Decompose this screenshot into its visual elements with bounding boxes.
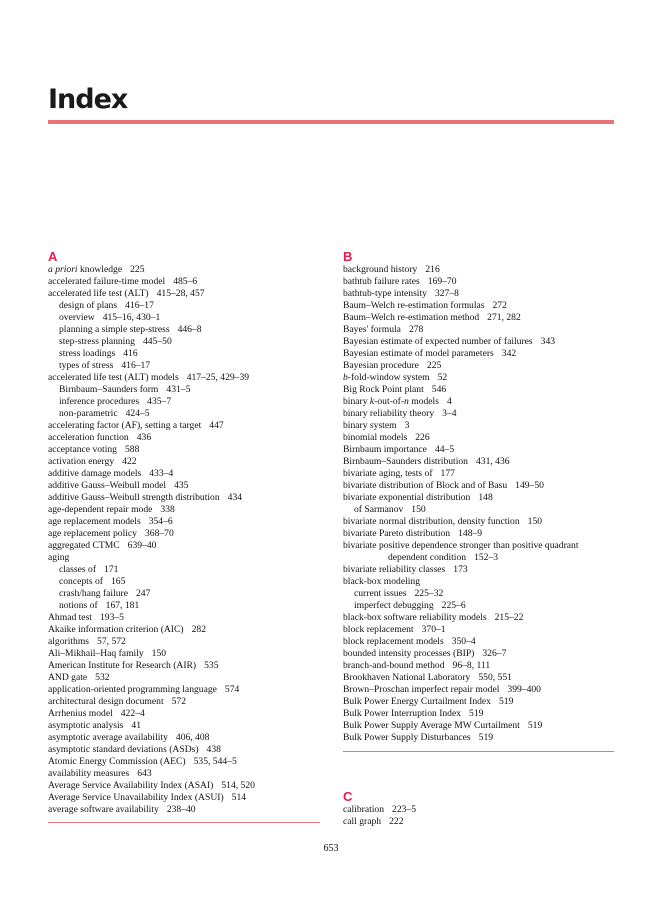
entry-term: Bulk Power Interruption Index bbox=[343, 708, 462, 719]
section-rule-a bbox=[48, 822, 320, 823]
index-entry bbox=[48, 672, 320, 684]
entry-term: types of stress bbox=[59, 360, 114, 371]
entry-pages: 447 bbox=[209, 420, 224, 431]
entry-pages: 370–1 bbox=[421, 624, 446, 635]
index-entry bbox=[343, 348, 614, 360]
index-entry bbox=[343, 528, 614, 540]
entry-pages: 639–40 bbox=[127, 540, 157, 551]
entry-term: bivariate distribution of Block and of Basu bbox=[343, 480, 508, 491]
entry-term: Ali–Mikhail–Haq family bbox=[48, 648, 144, 659]
entry-pages: 519 bbox=[478, 732, 494, 743]
entry-pages: 514, 520 bbox=[221, 780, 255, 791]
index-entry bbox=[343, 552, 614, 564]
index-section-a bbox=[48, 250, 320, 816]
index-entry bbox=[48, 384, 320, 396]
index-entry bbox=[48, 612, 320, 624]
entry-term: bivariate exponential distribution bbox=[343, 492, 471, 503]
entry-pages: 445–50 bbox=[142, 336, 172, 347]
entry-term: Baum–Welch re-estimation formulas bbox=[343, 300, 485, 311]
entry-term: Bayesian procedure bbox=[343, 360, 419, 371]
index-entry bbox=[48, 528, 320, 540]
index-entry bbox=[48, 324, 320, 336]
entry-term: accelerated life test (ALT) bbox=[48, 288, 149, 299]
entry-term: dependent condition bbox=[388, 552, 467, 563]
index-entry bbox=[48, 780, 320, 792]
entry-term: Brookhaven National Laboratory bbox=[343, 672, 471, 683]
entry-term: block replacement models bbox=[343, 636, 444, 647]
entry-pages: 406, 408 bbox=[175, 732, 210, 743]
index-entry bbox=[343, 396, 614, 408]
entry-term: Birnbaum importance bbox=[343, 444, 427, 455]
index-entry bbox=[343, 384, 614, 396]
index-entry bbox=[343, 360, 614, 372]
entry-pages: 167, 181 bbox=[105, 600, 140, 611]
entry-term: crash/hang failure bbox=[59, 588, 128, 599]
entry-term: black-box modeling bbox=[343, 576, 420, 587]
entry-term: bivariate reliability classes bbox=[343, 564, 446, 575]
entry-pages: 416 bbox=[123, 348, 138, 359]
index-entry bbox=[343, 612, 614, 624]
entry-pages: 169–70 bbox=[427, 276, 457, 287]
entry-pages: 433–4 bbox=[149, 468, 174, 479]
index-entry bbox=[48, 336, 320, 348]
index-entry bbox=[48, 768, 320, 780]
index-entry bbox=[48, 624, 320, 636]
entry-pages: 173 bbox=[453, 564, 468, 575]
entry-pages: 643 bbox=[137, 768, 152, 779]
section-letter-b: B bbox=[343, 249, 353, 264]
entry-pages: 519 bbox=[469, 708, 484, 719]
index-entry bbox=[48, 468, 320, 480]
entry-term: age replacement models bbox=[48, 516, 141, 527]
entry-pages: 546 bbox=[431, 384, 447, 395]
index-entry bbox=[343, 816, 614, 828]
entry-term: Bayesian estimate of model parameters bbox=[343, 348, 494, 359]
index-section-b bbox=[343, 250, 614, 744]
entry-pages: 272 bbox=[492, 300, 507, 311]
entry-pages: 327–8 bbox=[434, 288, 459, 299]
entry-term: of Sarmanov bbox=[354, 504, 404, 515]
entry-term: branch-and-bound method bbox=[343, 660, 445, 671]
entry-term: k bbox=[369, 396, 375, 407]
entry-pages: 278 bbox=[408, 324, 424, 335]
entry-pages: 149–50 bbox=[515, 480, 544, 491]
index-entry bbox=[48, 276, 320, 288]
entry-term: call graph bbox=[343, 816, 382, 827]
entry-term: binary reliability theory bbox=[343, 408, 435, 419]
index-entry bbox=[343, 684, 614, 696]
entry-term: -out-of- bbox=[374, 396, 405, 407]
index-list-c bbox=[343, 804, 614, 828]
entry-pages: 226 bbox=[415, 432, 430, 443]
entry-term: Ahmad test bbox=[48, 612, 92, 623]
index-entry bbox=[48, 420, 320, 432]
entry-term: classes of bbox=[59, 564, 97, 575]
index-entry bbox=[343, 624, 614, 636]
index-entry bbox=[343, 672, 614, 684]
index-entry bbox=[48, 708, 320, 720]
index-entry bbox=[343, 720, 614, 732]
section-letter-a: A bbox=[48, 249, 58, 264]
entry-pages: 57, 572 bbox=[97, 636, 126, 647]
entry-term: b bbox=[343, 372, 348, 383]
entry-term: Brown–Proschan imperfect repair model bbox=[343, 684, 500, 695]
entry-pages: 271, 282 bbox=[487, 312, 521, 323]
index-entry bbox=[48, 396, 320, 408]
entry-term: aggregated CTMC bbox=[48, 540, 120, 551]
entry-term: step-stress planning bbox=[59, 336, 135, 347]
entry-term: bathtub-type intensity bbox=[343, 288, 427, 299]
index-entry bbox=[343, 564, 614, 576]
index-entry bbox=[343, 648, 614, 660]
entry-pages: 532 bbox=[95, 672, 110, 683]
index-entry bbox=[48, 720, 320, 732]
entry-term: concepts of bbox=[59, 576, 103, 587]
index-entry bbox=[343, 504, 614, 516]
index-entry bbox=[343, 456, 614, 468]
entry-pages: 4 bbox=[446, 396, 452, 407]
index-entry bbox=[48, 516, 320, 528]
index-entry bbox=[343, 576, 614, 588]
entry-pages: 225–6 bbox=[441, 600, 466, 611]
entry-pages: 399–400 bbox=[507, 684, 541, 695]
entry-pages: 350–4 bbox=[451, 636, 476, 647]
entry-term: average software availability bbox=[48, 804, 159, 815]
entry-term: overview bbox=[59, 312, 95, 323]
index-entry bbox=[343, 660, 614, 672]
entry-term: Average Service Availability Index (ASAI) bbox=[48, 780, 214, 791]
entry-pages: 150 bbox=[411, 504, 426, 515]
entry-pages: 417–25, 429–39 bbox=[186, 372, 250, 383]
entry-pages: 165 bbox=[110, 576, 126, 587]
entry-pages: 171 bbox=[104, 564, 119, 575]
entry-pages: 148 bbox=[478, 492, 493, 503]
index-list-b bbox=[343, 264, 614, 744]
entry-term: Atomic Energy Commission (AEC) bbox=[48, 756, 186, 767]
index-entry bbox=[48, 408, 320, 420]
index-entry bbox=[48, 696, 320, 708]
entry-pages: 338 bbox=[160, 504, 175, 515]
index-entry bbox=[343, 804, 614, 816]
index-entry bbox=[343, 492, 614, 504]
index-entry bbox=[343, 276, 614, 288]
entry-pages: 238–40 bbox=[166, 804, 196, 815]
entry-pages: 435 bbox=[174, 480, 189, 491]
entry-term: calibration bbox=[343, 804, 385, 815]
entry-pages: 150 bbox=[527, 516, 543, 527]
entry-pages: 368–70 bbox=[144, 528, 174, 539]
entry-term: design of plans bbox=[59, 300, 118, 311]
index-entry bbox=[343, 408, 614, 420]
index-entry bbox=[48, 732, 320, 744]
index-entry bbox=[343, 324, 614, 336]
index-entry bbox=[48, 264, 320, 276]
page-title: Index bbox=[48, 84, 128, 115]
entry-term: accelerating factor (AF), setting a target bbox=[48, 420, 202, 431]
index-entry bbox=[48, 492, 320, 504]
entry-term: additive damage models bbox=[48, 468, 142, 479]
entry-term: age-dependent repair mode bbox=[48, 504, 153, 515]
entry-pages: 222 bbox=[389, 816, 404, 827]
entry-pages: 572 bbox=[171, 696, 187, 707]
entry-pages: 326–7 bbox=[482, 648, 507, 659]
entry-term: Bulk Power Supply Average MW Curtailment bbox=[343, 720, 520, 731]
entry-term: Arrhenius model bbox=[48, 708, 113, 719]
index-entry bbox=[48, 444, 320, 456]
entry-term: binomial models bbox=[343, 432, 408, 443]
entry-term: Akaike information criterion (AIC) bbox=[48, 624, 184, 635]
entry-pages: 3–4 bbox=[442, 408, 457, 419]
entry-term: American Institute for Research (AIR) bbox=[48, 660, 197, 671]
index-entry bbox=[343, 600, 614, 612]
entry-term: Baum–Welch re-estimation method bbox=[343, 312, 480, 323]
entry-term: non-parametric bbox=[59, 408, 118, 419]
entry-term: accelerated life test (ALT) models bbox=[48, 372, 179, 383]
index-entry bbox=[48, 432, 320, 444]
entry-term: accelerated failure-time model bbox=[48, 276, 166, 287]
entry-term: bivariate normal distribution, density function bbox=[343, 516, 520, 527]
entry-term: asymptotic standard deviations (ASDs) bbox=[48, 744, 199, 755]
entry-pages: 247 bbox=[136, 588, 151, 599]
entry-term: acceptance voting bbox=[48, 444, 117, 455]
entry-pages: 435–7 bbox=[147, 396, 172, 407]
entry-pages: 588 bbox=[124, 444, 140, 455]
index-entry bbox=[48, 804, 320, 816]
entry-pages: 434 bbox=[227, 492, 243, 503]
entry-term: stress loadings bbox=[59, 348, 116, 359]
entry-term: imperfect debugging bbox=[354, 600, 434, 611]
entry-pages: 343 bbox=[540, 336, 556, 347]
index-entry bbox=[343, 264, 614, 276]
entry-pages: 415–28, 457 bbox=[156, 288, 205, 299]
index-entry bbox=[48, 684, 320, 696]
index-entry bbox=[343, 432, 614, 444]
entry-term: additive Gauss–Weibull model bbox=[48, 480, 167, 491]
index-entry bbox=[48, 576, 320, 588]
entry-term: Bayes' formula bbox=[343, 324, 401, 335]
index-entry bbox=[48, 660, 320, 672]
entry-pages: 438 bbox=[206, 744, 221, 755]
entry-term: bathtub failure rates bbox=[343, 276, 420, 287]
entry-pages: 216 bbox=[425, 264, 440, 275]
index-entry bbox=[48, 348, 320, 360]
entry-term: Birnbaum–Saunders form bbox=[59, 384, 159, 395]
entry-pages: 535, 544–5 bbox=[193, 756, 237, 767]
entry-pages: 41 bbox=[131, 720, 141, 731]
index-entry bbox=[343, 516, 614, 528]
entry-pages: 193–5 bbox=[99, 612, 124, 623]
entry-pages: 225–32 bbox=[414, 588, 444, 599]
section-rule-b bbox=[343, 751, 614, 752]
entry-term: binary bbox=[343, 396, 370, 407]
index-entry bbox=[343, 444, 614, 456]
index-list-a bbox=[48, 264, 320, 816]
entry-pages: 550, 551 bbox=[478, 672, 512, 683]
entry-term: -fold-window system bbox=[347, 372, 430, 383]
entry-term: additive Gauss–Weibull strength distribution bbox=[48, 492, 220, 503]
entry-pages: 431–5 bbox=[166, 384, 191, 395]
entry-term: Bulk Power Supply Disturbances bbox=[343, 732, 471, 743]
title-rule bbox=[48, 120, 614, 124]
entry-term: n bbox=[404, 396, 409, 407]
entry-pages: 422–4 bbox=[120, 708, 145, 719]
entry-pages: 225 bbox=[426, 360, 442, 371]
index-entry bbox=[343, 588, 614, 600]
entry-term: binary system bbox=[343, 420, 397, 431]
index-entry bbox=[343, 696, 614, 708]
entry-term: AND gate bbox=[48, 672, 88, 683]
index-entry bbox=[343, 372, 614, 384]
entry-term: availability measures bbox=[48, 768, 130, 779]
entry-term: a priori bbox=[48, 264, 78, 275]
entry-term: background history bbox=[343, 264, 418, 275]
index-entry bbox=[343, 636, 614, 648]
index-entry bbox=[48, 300, 320, 312]
entry-term: bivariate Pareto distribution bbox=[343, 528, 451, 539]
index-entry bbox=[343, 732, 614, 744]
entry-term: planning a simple step-stress bbox=[59, 324, 170, 335]
entry-term: current issues bbox=[354, 588, 407, 599]
entry-pages: 519 bbox=[527, 720, 543, 731]
index-entry bbox=[343, 480, 614, 492]
index-entry bbox=[343, 468, 614, 480]
index-entry bbox=[48, 756, 320, 768]
entry-pages: 177 bbox=[440, 468, 455, 479]
entry-pages: 44–5 bbox=[434, 444, 455, 455]
entry-pages: 416–17 bbox=[125, 300, 154, 311]
entry-pages: 424–5 bbox=[125, 408, 150, 419]
index-entry bbox=[343, 708, 614, 720]
entry-term: architectural design document bbox=[48, 696, 164, 707]
index-entry bbox=[343, 540, 614, 552]
index-entry bbox=[48, 360, 320, 372]
entry-term: Big Rock Point plant bbox=[343, 384, 424, 395]
index-entry bbox=[343, 420, 614, 432]
index-entry bbox=[48, 792, 320, 804]
entry-pages: 431, 436 bbox=[475, 456, 510, 467]
index-entry bbox=[343, 288, 614, 300]
index-entry bbox=[48, 552, 320, 564]
entry-pages: 415–16, 430–1 bbox=[102, 312, 161, 323]
entry-pages: 282 bbox=[191, 624, 206, 635]
index-entry bbox=[48, 636, 320, 648]
entry-term: bivariate positive dependence stronger than positive quadrant bbox=[343, 540, 579, 551]
entry-pages: 152–3 bbox=[474, 552, 499, 563]
entry-term: bounded intensity processes (BIP) bbox=[343, 648, 475, 659]
entry-term: inference procedures bbox=[59, 396, 140, 407]
entry-pages: 422 bbox=[122, 456, 137, 467]
index-entry bbox=[48, 648, 320, 660]
entry-pages: 354–6 bbox=[148, 516, 173, 527]
entry-pages: 535 bbox=[204, 660, 219, 671]
entry-term: models bbox=[408, 396, 439, 407]
entry-pages: 150 bbox=[151, 648, 167, 659]
entry-term: block replacement bbox=[343, 624, 414, 635]
index-entry bbox=[48, 288, 320, 300]
index-entry bbox=[343, 312, 614, 324]
index-entry bbox=[343, 300, 614, 312]
entry-term: activation energy bbox=[48, 456, 115, 467]
entry-pages: 148–9 bbox=[458, 528, 483, 539]
index-entry bbox=[48, 456, 320, 468]
entry-pages: 446–8 bbox=[177, 324, 202, 335]
section-letter-c: C bbox=[343, 789, 353, 804]
entry-term: acceleration function bbox=[48, 432, 129, 443]
entry-pages: 52 bbox=[437, 372, 448, 383]
index-entry bbox=[48, 588, 320, 600]
index-entry bbox=[48, 744, 320, 756]
entry-term: bivariate aging, tests of bbox=[343, 468, 433, 479]
entry-term: knowledge bbox=[77, 264, 123, 275]
entry-term: age replacement policy bbox=[48, 528, 137, 539]
entry-term: aging bbox=[48, 552, 70, 563]
index-entry bbox=[48, 600, 320, 612]
entry-term: Bulk Power Energy Curtailment Index bbox=[343, 696, 491, 707]
entry-pages: 223–5 bbox=[392, 804, 417, 815]
entry-pages: 485–6 bbox=[173, 276, 198, 287]
entry-term: notions of bbox=[59, 600, 98, 611]
entry-term: algorithms bbox=[48, 636, 90, 647]
entry-pages: 519 bbox=[498, 696, 514, 707]
entry-term: application-oriented programming language bbox=[48, 684, 217, 695]
index-entry bbox=[48, 504, 320, 516]
entry-pages: 96–8, 111 bbox=[452, 660, 491, 671]
entry-pages: 436 bbox=[136, 432, 152, 443]
index-entry bbox=[343, 336, 614, 348]
entry-term: asymptotic average availability bbox=[48, 732, 168, 743]
page-number: 653 bbox=[323, 843, 339, 854]
index-entry bbox=[48, 564, 320, 576]
entry-pages: 342 bbox=[501, 348, 517, 359]
index-section-c bbox=[343, 790, 614, 828]
entry-term: black-box software reliability models bbox=[343, 612, 487, 623]
entry-pages: 3 bbox=[404, 420, 410, 431]
entry-pages: 225 bbox=[130, 264, 145, 275]
index-entry bbox=[48, 312, 320, 324]
index-entry bbox=[48, 480, 320, 492]
entry-pages: 215–22 bbox=[494, 612, 524, 623]
entry-term: Average Service Unavailability Index (ASUI) bbox=[48, 792, 224, 803]
entry-term: Birnbaum–Saunders distribution bbox=[343, 456, 468, 467]
entry-pages: 514 bbox=[231, 792, 247, 803]
entry-term: asymptotic analysis bbox=[48, 720, 124, 731]
index-entry bbox=[48, 540, 320, 552]
entry-pages: 416–17 bbox=[121, 360, 151, 371]
entry-term: Bayesian estimate of expected number of failures bbox=[343, 336, 533, 347]
index-entry bbox=[48, 372, 320, 384]
entry-pages: 574 bbox=[224, 684, 240, 695]
